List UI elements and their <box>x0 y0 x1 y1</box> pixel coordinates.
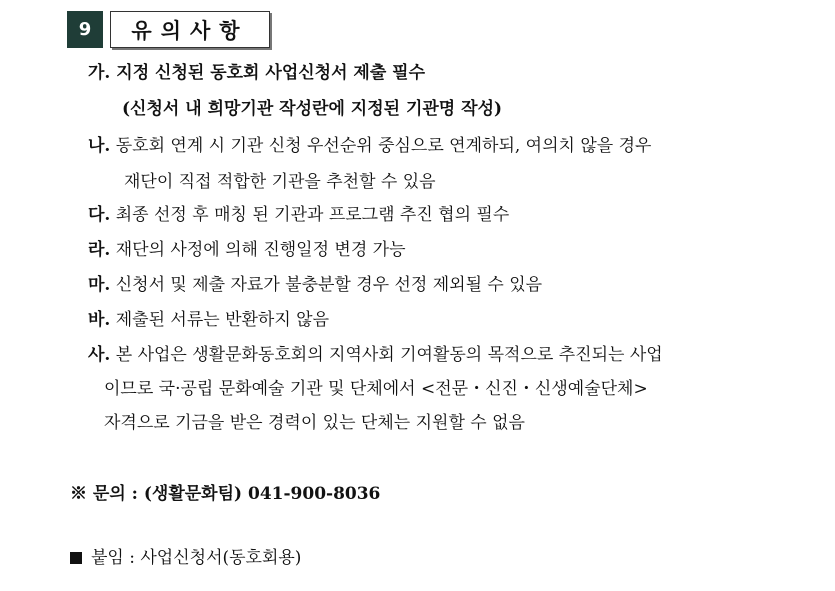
item-marker: 바. <box>88 310 111 330</box>
inquiry-line <box>70 484 380 504</box>
item-marker: 마. <box>88 275 111 295</box>
item-marker: 다. <box>88 205 111 225</box>
item-marker: 나. <box>88 136 111 156</box>
item-text: 신청서 및 제출 자료가 불충분할 경우 선정 제외될 수 있음 <box>115 275 543 295</box>
notice-item-sa-continuation-1: 이므로 국·공립 문화예술 기관 및 단체에서 <전문・신진・신생예술단체> <box>104 379 648 399</box>
item-text: 제출된 서류는 반환하지 않음 <box>115 310 330 330</box>
item-marker: 사. <box>88 345 111 365</box>
section-title: 유의사항 <box>110 11 270 48</box>
item-text: 본 사업은 생활문화동호회의 지역사회 기여활동의 목적으로 추진되는 사업 <box>115 345 663 365</box>
notice-item-ra <box>88 240 406 260</box>
attachment-line <box>70 548 301 568</box>
notice-item-sa <box>88 345 663 365</box>
square-bullet-icon <box>70 552 82 564</box>
notice-item-sa-continuation-2: 자격으로 기금을 받은 경력이 있는 단체는 지원할 수 없음 <box>104 413 525 433</box>
notice-item-da <box>88 205 509 225</box>
notice-item-ba <box>88 310 329 330</box>
notice-item-ga-continuation: (신청서 내 희망기관 작성란에 지정된 기관명 작성) <box>122 99 503 119</box>
item-text: 지정 신청된 동호회 사업신청서 제출 필수 <box>116 63 426 83</box>
section-number: 9 <box>67 11 103 48</box>
item-marker: 가. <box>88 63 111 83</box>
inquiry-text: 문의 : (생활문화팀) 041-900-8036 <box>92 484 381 504</box>
item-marker: 라. <box>88 240 111 260</box>
attachment-text: 붙임 : 사업신청서(동호회용) <box>91 548 302 568</box>
reference-mark-icon: ※ <box>70 484 87 504</box>
notice-item-ma <box>88 275 542 295</box>
section-header <box>67 11 270 48</box>
item-text: 최종 선정 후 매칭 된 기관과 프로그램 추진 협의 필수 <box>115 205 510 225</box>
notice-item-na <box>88 136 651 156</box>
item-text: 동호회 연계 시 기관 신청 우선순위 중심으로 연계하되, 여의치 않을 경우 <box>115 136 652 156</box>
notice-item-na-continuation: 재단이 직접 적합한 기관을 추천할 수 있음 <box>124 172 436 192</box>
notice-item-ga <box>88 63 425 83</box>
item-text: 재단의 사정에 의해 진행일정 변경 가능 <box>115 240 406 260</box>
